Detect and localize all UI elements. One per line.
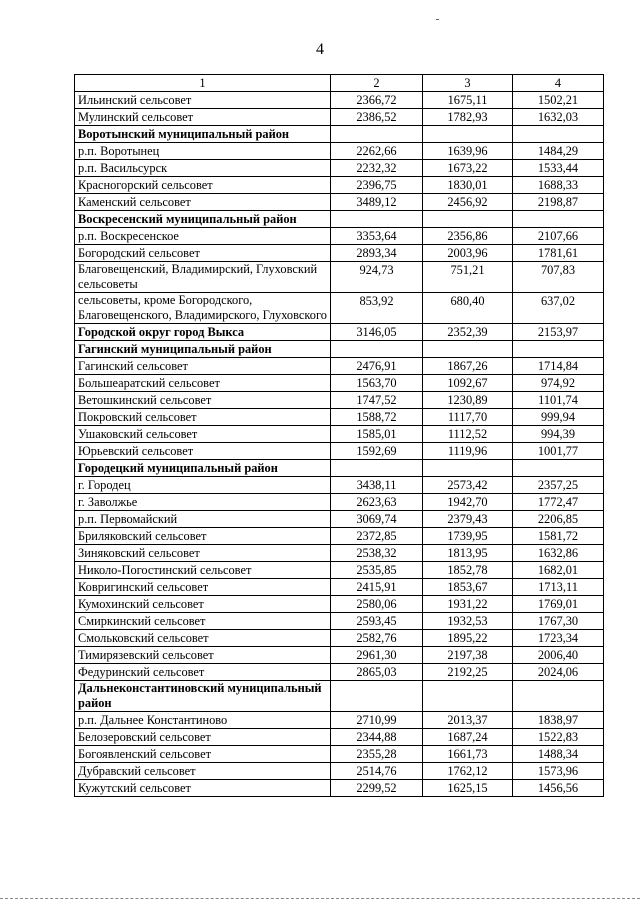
section-row [75, 460, 604, 477]
value-cell: 1625,15 [423, 780, 513, 797]
value-cell: 2372,85 [331, 528, 423, 545]
value-cell: 1772,47 [513, 494, 604, 511]
value-cell: 974,92 [513, 375, 604, 392]
section-row [75, 324, 604, 341]
settlement-name: р.п. Васильсурск [75, 160, 331, 177]
settlement-name: Смиркинский сельсовет [75, 613, 331, 630]
value-cell [423, 460, 513, 477]
value-cell: 2456,92 [423, 194, 513, 211]
section-row [75, 126, 604, 143]
value-cell: 680,40 [423, 293, 513, 324]
value-cell: 2197,38 [423, 647, 513, 664]
value-cell [331, 681, 423, 712]
value-cell: 1931,22 [423, 596, 513, 613]
value-cell: 2356,86 [423, 228, 513, 245]
value-cell: 1632,03 [513, 109, 604, 126]
district-name: Гагинский муниципальный район [75, 341, 331, 358]
table-row [75, 579, 604, 596]
value-cell: 1522,83 [513, 729, 604, 746]
value-cell: 1852,78 [423, 562, 513, 579]
value-cell [331, 460, 423, 477]
value-cell: 2344,88 [331, 729, 423, 746]
table-row [75, 562, 604, 579]
value-cell: 2379,43 [423, 511, 513, 528]
scan-mark [436, 19, 439, 20]
value-cell [513, 460, 604, 477]
settlement-name: Мулинский сельсовет [75, 109, 331, 126]
settlement-name: Зиняковский сельсовет [75, 545, 331, 562]
section-row [75, 681, 604, 712]
value-cell [331, 341, 423, 358]
value-cell: 2352,39 [423, 324, 513, 341]
value-cell: 2357,25 [513, 477, 604, 494]
value-cell: 3438,11 [331, 477, 423, 494]
settlement-name: Гагинский сельсовет [75, 358, 331, 375]
settlement-name: Смольковский сельсовет [75, 630, 331, 647]
value-cell: 2107,66 [513, 228, 604, 245]
value-cell [423, 211, 513, 228]
district-name: Воротынский муниципальный район [75, 126, 331, 143]
value-cell [423, 681, 513, 712]
value-cell [331, 211, 423, 228]
value-cell: 1723,34 [513, 630, 604, 647]
settlement-name: Покровский сельсовет [75, 409, 331, 426]
value-cell: 1767,30 [513, 613, 604, 630]
value-cell: 1687,24 [423, 729, 513, 746]
table-row [75, 511, 604, 528]
table-row [75, 293, 604, 324]
value-cell: 1632,86 [513, 545, 604, 562]
column-header: 3 [423, 75, 513, 92]
table-row [75, 630, 604, 647]
district-name: Дальнеконстантиновский муниципальный район [75, 681, 331, 712]
value-cell: 1639,96 [423, 143, 513, 160]
value-cell: 1781,61 [513, 245, 604, 262]
column-header: 2 [331, 75, 423, 92]
table-row [75, 443, 604, 460]
table-row [75, 262, 604, 293]
value-cell: 1117,70 [423, 409, 513, 426]
value-cell: 1092,67 [423, 375, 513, 392]
settlement-name: Бриляковский сельсовет [75, 528, 331, 545]
settlement-name: Ковригинский сельсовет [75, 579, 331, 596]
value-cell [423, 126, 513, 143]
settlement-name: Юрьевский сельсовет [75, 443, 331, 460]
value-cell [513, 211, 604, 228]
value-cell: 1942,70 [423, 494, 513, 511]
value-cell: 1484,29 [513, 143, 604, 160]
table-row [75, 746, 604, 763]
settlement-name: р.п. Дальнее Константиново [75, 712, 331, 729]
table-row [75, 647, 604, 664]
value-cell: 2013,37 [423, 712, 513, 729]
value-cell: 2299,52 [331, 780, 423, 797]
value-cell [513, 126, 604, 143]
table-row [75, 729, 604, 746]
settlement-name: Тимирязевский сельсовет [75, 647, 331, 664]
table-row [75, 375, 604, 392]
district-name: Городецкий муниципальный район [75, 460, 331, 477]
settlement-name: Ильинский сельсовет [75, 92, 331, 109]
column-header: 4 [513, 75, 604, 92]
value-cell: 1585,01 [331, 426, 423, 443]
table-row [75, 763, 604, 780]
table-row [75, 228, 604, 245]
value-cell: 1782,93 [423, 109, 513, 126]
value-cell: 2623,63 [331, 494, 423, 511]
value-cell: 1932,53 [423, 613, 513, 630]
table-row [75, 177, 604, 194]
settlement-name: Николо-Погостинский сельсовет [75, 562, 331, 579]
settlement-name: г. Заволжье [75, 494, 331, 511]
value-cell: 2153,97 [513, 324, 604, 341]
value-cell: 1592,69 [331, 443, 423, 460]
table-row [75, 409, 604, 426]
settlement-name: Красногорский сельсовет [75, 177, 331, 194]
table-row [75, 392, 604, 409]
settlement-name: Кужутский сельсовет [75, 780, 331, 797]
value-cell: 1688,33 [513, 177, 604, 194]
value-cell: 2396,75 [331, 177, 423, 194]
settlement-name: р.п. Воскресенское [75, 228, 331, 245]
value-cell: 1456,56 [513, 780, 604, 797]
table-row [75, 426, 604, 443]
value-cell: 1112,52 [423, 426, 513, 443]
value-cell: 2006,40 [513, 647, 604, 664]
settlement-name: Благовещенский, Владимирский, Глуховский сельсоветы [75, 262, 331, 293]
table-row [75, 528, 604, 545]
value-cell: 2593,45 [331, 613, 423, 630]
table-row [75, 358, 604, 375]
value-cell: 1895,22 [423, 630, 513, 647]
table-header-row [75, 75, 604, 92]
table-row [75, 494, 604, 511]
value-cell: 1661,73 [423, 746, 513, 763]
value-cell: 1001,77 [513, 443, 604, 460]
value-cell: 2573,42 [423, 477, 513, 494]
value-cell: 1573,96 [513, 763, 604, 780]
value-cell: 2366,72 [331, 92, 423, 109]
value-cell: 1488,34 [513, 746, 604, 763]
value-cell: 2024,06 [513, 664, 604, 681]
value-cell: 2538,32 [331, 545, 423, 562]
value-cell: 1682,01 [513, 562, 604, 579]
value-cell: 1673,22 [423, 160, 513, 177]
settlement-name: Дубравский сельсовет [75, 763, 331, 780]
settlement-name: сельсоветы, кроме Богородского, Благовещенского, Владимирского, Глуховского [75, 293, 331, 324]
value-cell: 2198,87 [513, 194, 604, 211]
value-cell: 637,02 [513, 293, 604, 324]
table-body [75, 92, 604, 797]
value-cell [331, 126, 423, 143]
district-name: Воскресенский муниципальный район [75, 211, 331, 228]
settlement-name: р.п. Воротынец [75, 143, 331, 160]
table-row [75, 613, 604, 630]
value-cell: 2206,85 [513, 511, 604, 528]
value-cell: 3146,05 [331, 324, 423, 341]
settlement-name: Богоявленский сельсовет [75, 746, 331, 763]
settlement-name: Ушаковский сельсовет [75, 426, 331, 443]
table-row [75, 664, 604, 681]
value-cell: 1714,84 [513, 358, 604, 375]
value-cell: 1533,44 [513, 160, 604, 177]
page-number: 4 [316, 41, 324, 58]
section-row [75, 211, 604, 228]
value-cell: 2580,06 [331, 596, 423, 613]
settlement-name: Богородский сельсовет [75, 245, 331, 262]
value-cell: 2476,91 [331, 358, 423, 375]
table-row [75, 92, 604, 109]
settlement-name: Большеаратский сельсовет [75, 375, 331, 392]
value-cell: 1502,21 [513, 92, 604, 109]
value-cell: 2710,99 [331, 712, 423, 729]
value-cell: 2262,66 [331, 143, 423, 160]
column-header: 1 [75, 75, 331, 92]
section-row [75, 341, 604, 358]
settlement-name: Каменский сельсовет [75, 194, 331, 211]
value-cell: 1101,74 [513, 392, 604, 409]
value-cell: 1762,12 [423, 763, 513, 780]
table-row [75, 194, 604, 211]
value-cell: 1675,11 [423, 92, 513, 109]
district-name: Городской округ город Выкса [75, 324, 331, 341]
value-cell: 853,92 [331, 293, 423, 324]
value-cell [513, 681, 604, 712]
value-cell: 3069,74 [331, 511, 423, 528]
value-cell: 1739,95 [423, 528, 513, 545]
value-cell: 2865,03 [331, 664, 423, 681]
value-cell: 1713,11 [513, 579, 604, 596]
value-cell: 1581,72 [513, 528, 604, 545]
page-bottom-edge [0, 898, 640, 900]
table-row [75, 109, 604, 126]
value-cell: 2415,91 [331, 579, 423, 596]
value-cell: 2386,52 [331, 109, 423, 126]
value-cell: 1747,52 [331, 392, 423, 409]
value-cell: 2582,76 [331, 630, 423, 647]
value-cell: 2514,76 [331, 763, 423, 780]
settlement-name: г. Городец [75, 477, 331, 494]
settlement-name: р.п. Первомайский [75, 511, 331, 528]
value-cell: 1230,89 [423, 392, 513, 409]
table-row [75, 596, 604, 613]
value-cell: 1838,97 [513, 712, 604, 729]
value-cell: 2893,34 [331, 245, 423, 262]
value-cell: 3353,64 [331, 228, 423, 245]
table-row [75, 245, 604, 262]
value-cell: 994,39 [513, 426, 604, 443]
settlement-name: Федуринский сельсовет [75, 664, 331, 681]
value-cell: 1830,01 [423, 177, 513, 194]
table-row [75, 143, 604, 160]
value-cell: 1853,67 [423, 579, 513, 596]
value-cell: 999,94 [513, 409, 604, 426]
value-cell: 707,83 [513, 262, 604, 293]
table-row [75, 780, 604, 797]
value-cell: 751,21 [423, 262, 513, 293]
table-row [75, 160, 604, 177]
value-cell: 1588,72 [331, 409, 423, 426]
value-cell: 2961,30 [331, 647, 423, 664]
value-cell: 924,73 [331, 262, 423, 293]
settlement-name: Ветошкинский сельсовет [75, 392, 331, 409]
table-row [75, 545, 604, 562]
value-cell: 3489,12 [331, 194, 423, 211]
settlement-name: Белозеровский сельсовет [75, 729, 331, 746]
settlement-name: Кумохинский сельсовет [75, 596, 331, 613]
table-row [75, 477, 604, 494]
tariff-table [74, 74, 604, 797]
value-cell: 2192,25 [423, 664, 513, 681]
value-cell [513, 341, 604, 358]
value-cell: 1563,70 [331, 375, 423, 392]
value-cell: 1119,96 [423, 443, 513, 460]
value-cell: 2232,32 [331, 160, 423, 177]
value-cell: 2535,85 [331, 562, 423, 579]
value-cell: 1813,95 [423, 545, 513, 562]
value-cell [423, 341, 513, 358]
value-cell: 2003,96 [423, 245, 513, 262]
value-cell: 1769,01 [513, 596, 604, 613]
value-cell: 2355,28 [331, 746, 423, 763]
table-row [75, 712, 604, 729]
value-cell: 1867,26 [423, 358, 513, 375]
